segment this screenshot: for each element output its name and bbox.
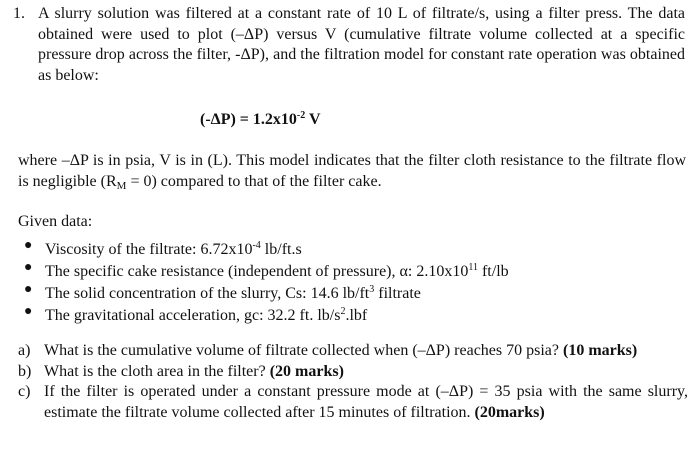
where-paragraph <box>18 151 686 196</box>
sub-questions <box>18 341 688 423</box>
given-item-after: lb/ft.s <box>260 241 302 258</box>
list-item <box>18 301 509 323</box>
sub-question-label: a) <box>18 342 31 359</box>
given-data-list <box>18 235 509 323</box>
equation-lhs: (-ΔP) = 1.2x10 <box>200 111 297 128</box>
sub-question-c <box>18 382 688 423</box>
question-1 <box>13 4 685 86</box>
given-item-after: filtrate <box>374 285 421 302</box>
bullet-icon: ● <box>24 260 33 275</box>
given-item-text: The gravitational acceleration, gc: 32.2 ft. lb/s <box>45 307 341 324</box>
given-item-after: ft/lb <box>477 263 509 280</box>
list-item <box>18 235 509 257</box>
question-number: 1. <box>13 5 25 22</box>
equation-exponent: -2 <box>296 110 306 121</box>
where-text-2: = 0) compared to that of the filter cake. <box>126 172 382 190</box>
given-item-sup: 11 <box>468 262 478 273</box>
sub-question-label: c) <box>18 383 31 400</box>
sub-question-a <box>18 341 688 362</box>
given-item-text: The specific cake resistance (independent of pressure), α: 2.10x10 <box>45 263 469 280</box>
given-item-text: Viscosity of the filtrate: 6.72x10 <box>45 241 253 258</box>
list-item <box>18 279 509 301</box>
sub-question-text: What is the cumulative volume of filtrate collected when (–ΔP) reaches 70 psia? <box>44 342 563 359</box>
given-item-sup: 2 <box>340 306 346 317</box>
list-item <box>18 257 509 279</box>
question-intro: A slurry solution was filtered at a constant rate of 10 L of filtrate/s, using a filter press. The data obtained were used to plot (–ΔP) versus V (cumulative filtrate volume collected at a specific pressure drop across the filter, -ΔP), and the filtration model for constant rate operation was obtained as below: <box>38 5 685 84</box>
sub-question-b <box>18 362 688 383</box>
where-text-1: where –ΔP is in psia, V is in (L). This model indicates that the filter cloth resistance to the filtrate flow is negligible (R <box>18 152 686 190</box>
filtration-model-equation <box>200 110 321 129</box>
sub-question-marks: (10 marks) <box>563 342 638 359</box>
where-subscript: M <box>116 179 127 192</box>
bullet-icon: ● <box>24 304 33 319</box>
equation-rhs: V <box>305 111 321 128</box>
sub-question-text: If the filter is operated under a constant pressure mode at (–ΔP) = 35 psia with the same slurry, estimate the filtrate volume collected after 15 minutes of filtration. <box>44 383 688 421</box>
sub-question-marks: (20marks) <box>474 403 545 421</box>
sub-question-marks: (20 marks) <box>269 362 344 380</box>
given-data-title: Given data: <box>18 213 93 230</box>
bullet-icon: ● <box>24 282 33 297</box>
given-item-after: .lbf <box>345 307 368 324</box>
sub-question-text: What is the cloth area in the filter? <box>44 362 270 380</box>
given-item-text: The solid concentration of the slurry, Cs: 14.6 lb/ft <box>45 285 370 302</box>
given-item-sup: -4 <box>252 240 261 251</box>
bullet-icon: ● <box>24 238 33 253</box>
given-item-sup: 3 <box>369 284 375 295</box>
sub-question-label: b) <box>18 362 32 380</box>
